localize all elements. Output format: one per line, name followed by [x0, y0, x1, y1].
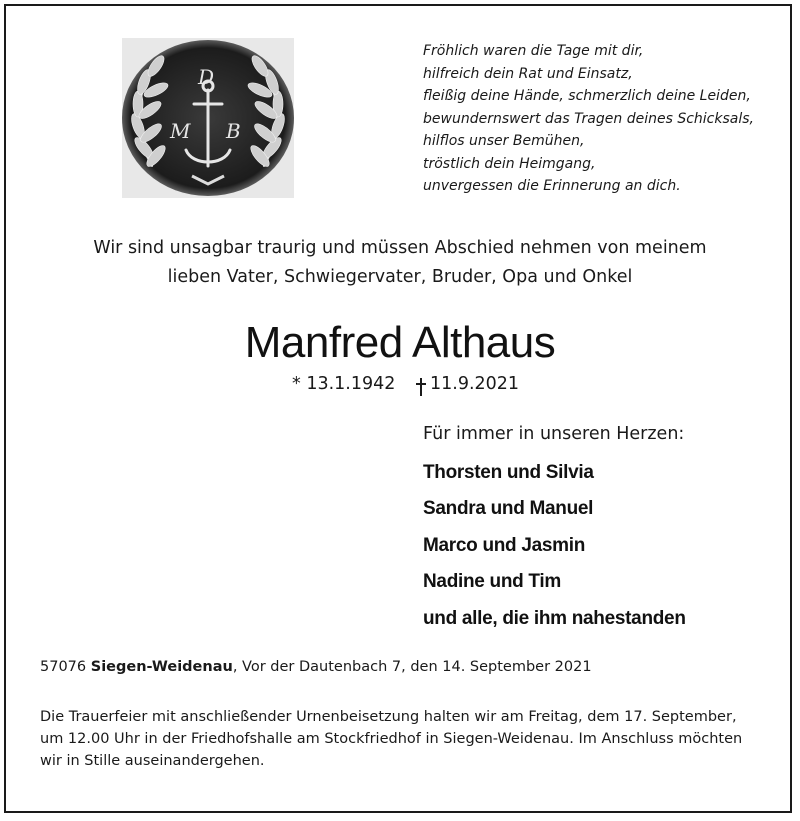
- family-member: Marco und Jasmin: [423, 535, 586, 556]
- birth-date: * 13.1.1942: [292, 374, 396, 394]
- emblem-letter-b: B: [226, 119, 241, 143]
- poem-line: hilfreich dein Rat und Einsatz,: [423, 65, 633, 82]
- notice-line: Die Trauerfeier mit anschließender Urnenbeisetzung halten wir am Freitag, dem 17. September,: [40, 709, 737, 725]
- poem-line: unvergessen die Erinnerung an dich.: [423, 178, 681, 194]
- death-date-group: [416, 374, 519, 394]
- poem-line: tröstlich dein Heimgang,: [423, 155, 596, 172]
- anchor-wreath-emblem: [122, 38, 294, 198]
- family-member: und alle, die ihm nahestanden: [423, 608, 686, 629]
- funeral-notice: [40, 706, 760, 772]
- cross-icon: [414, 377, 428, 397]
- deceased-name: Manfred Althaus: [244, 318, 556, 367]
- notice-line: um 12.00 Uhr in der Friedhofshalle am Stockfriedhof in Siegen-Weidenau. Im Anschluss möchten: [40, 731, 743, 747]
- poem-line: Fröhlich waren die Tage mit dir,: [423, 43, 644, 59]
- emblem-letter-d: D: [198, 65, 215, 89]
- family-member: Nadine und Tim: [423, 571, 561, 592]
- city-name: Siegen-Weidenau: [90, 659, 233, 675]
- intro-line: Wir sind unsagbar traurig und müssen Abschied nehmen von meinem: [93, 238, 707, 258]
- poem-line: fleißig deine Hände, schmerzlich deine Leiden,: [423, 88, 751, 104]
- address-date: , Vor der Dautenbach 7, den 14. September 2021: [232, 659, 592, 675]
- place-and-date: [40, 659, 592, 675]
- family-member: Thorsten und Silvia: [423, 462, 594, 483]
- emblem-letter-m: M: [170, 119, 191, 143]
- zip-code: 57076: [40, 659, 87, 675]
- family-heading: Für immer in unseren Herzen:: [423, 424, 685, 444]
- poem-line: bewundernswert das Tragen deines Schicksals,: [423, 110, 754, 127]
- notice-line: wir in Stille auseinandergehen.: [40, 753, 265, 769]
- death-date: 11.9.2021: [430, 374, 520, 394]
- poem: [423, 40, 783, 198]
- intro-line: lieben Vater, Schwiegervater, Bruder, Opa und Onkel: [167, 267, 633, 287]
- poem-line: hilflos unser Bemühen,: [423, 133, 585, 149]
- family-member: Sandra und Manuel: [423, 498, 594, 519]
